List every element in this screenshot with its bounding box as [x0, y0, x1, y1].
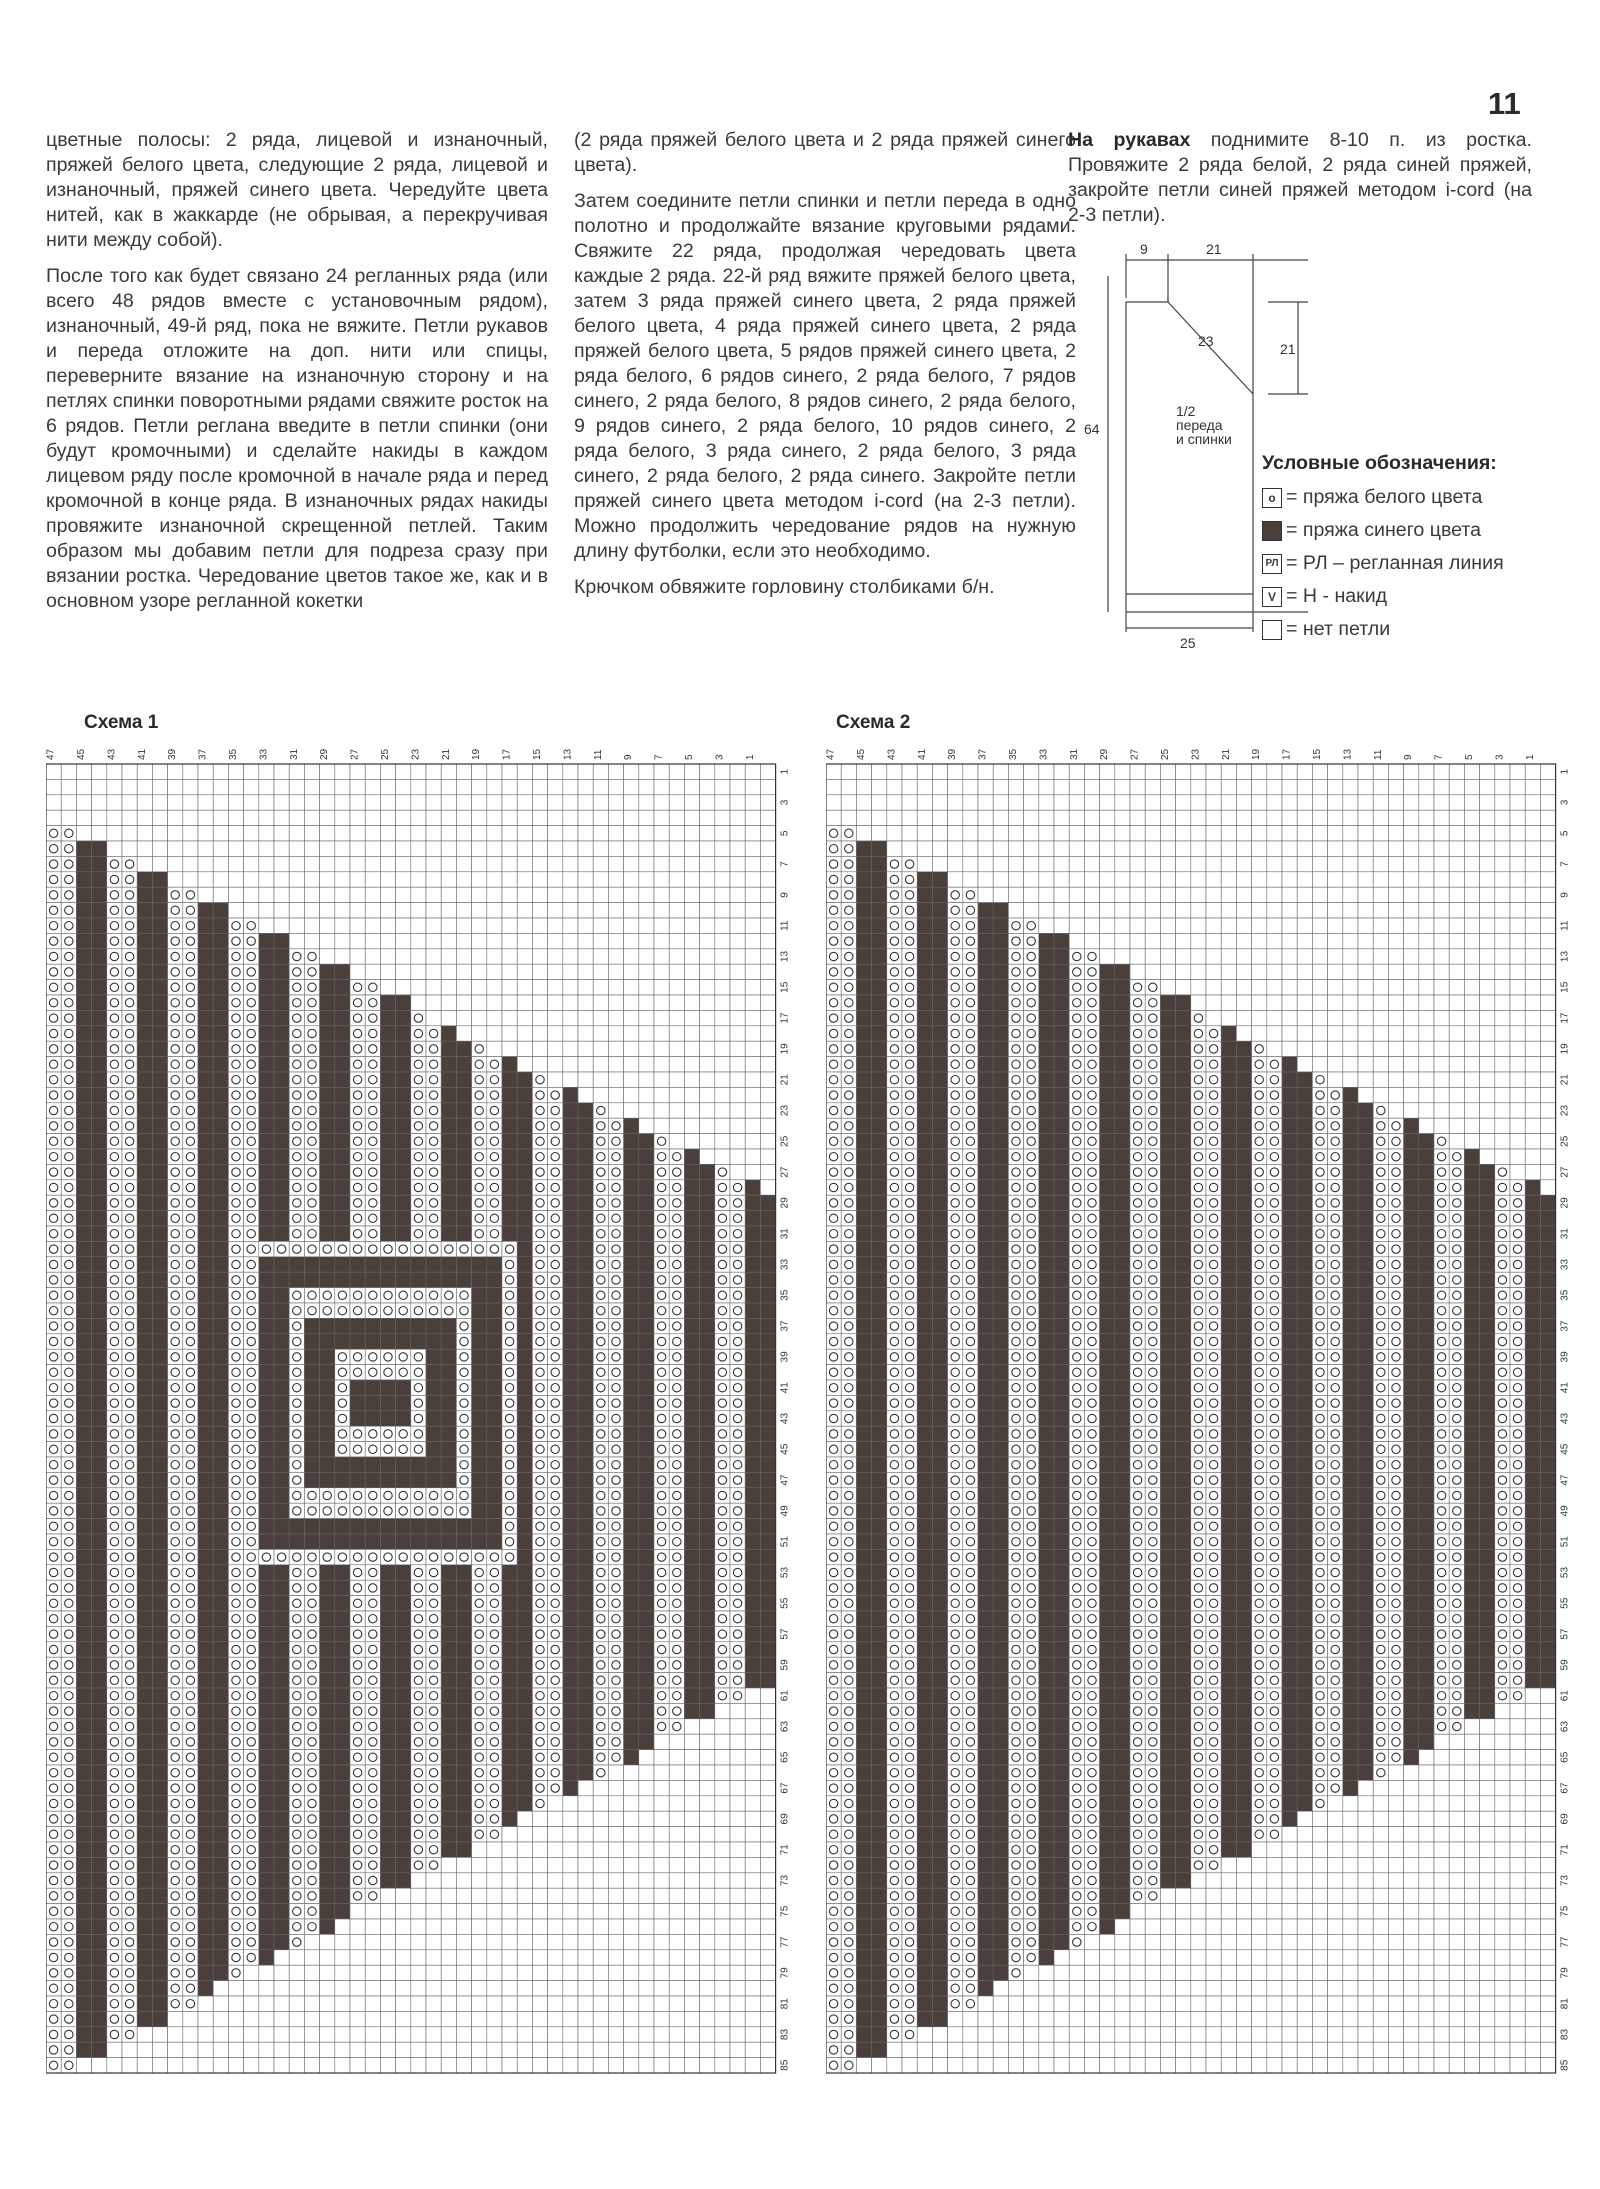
col-tick-label: 43 [886, 748, 898, 760]
row-tick-label: 33 [779, 1258, 791, 1271]
row-tick-label: 85 [779, 2059, 791, 2071]
col-tick-label: 15 [1312, 748, 1323, 760]
dim-label: 25 [1180, 635, 1196, 651]
page-number: 11 [1488, 86, 1521, 121]
row-tick-label: 15 [779, 981, 791, 993]
row-tick-label: 25 [1559, 1135, 1571, 1147]
grid-cells [46, 764, 776, 2073]
row-tick-label: 51 [1559, 1536, 1571, 1548]
sleeve-heading: На рукавах [1068, 129, 1191, 151]
legend-text: = Н - накид [1286, 585, 1388, 607]
col-tick-label: 21 [1220, 748, 1232, 760]
dim-label: 21 [1206, 241, 1222, 257]
row-tick-label: 53 [1559, 1566, 1571, 1579]
col-tick-label: 47 [826, 748, 837, 760]
row-tick-label: 9 [1559, 892, 1571, 898]
row-tick-label: 55 [779, 1597, 791, 1609]
col-tick-label: 45 [856, 748, 867, 760]
col-tick-label: 39 [167, 748, 179, 760]
row-tick-label: 59 [1559, 1659, 1571, 1671]
row-tick-label: 73 [1559, 1874, 1571, 1887]
schematic-label: переда [1176, 417, 1223, 433]
row-tick-label: 51 [779, 1536, 791, 1548]
row-tick-label: 65 [779, 1751, 791, 1763]
col-tick-label: 29 [319, 748, 331, 760]
dim-label: 23 [1198, 333, 1214, 349]
row-tick-label: 77 [779, 1936, 791, 1948]
row-tick-label: 27 [1559, 1166, 1571, 1178]
row-tick-label: 37 [779, 1320, 791, 1332]
col-tick-label: 9 [623, 754, 635, 760]
legend-text: = пряжа белого цвета [1286, 486, 1483, 508]
scheme-1-chart [46, 730, 826, 2170]
row-tick-label: 23 [779, 1104, 791, 1117]
row-tick-label: 59 [779, 1659, 791, 1671]
row-tick-label: 31 [779, 1228, 791, 1240]
scheme-2-title: Схема 2 [836, 712, 911, 733]
col-tick-label: 33 [258, 748, 270, 760]
paragraph: цветные полосы: 2 ряда, лицевой и изнаночный, пряжей белого цвета, следующие 2 ряда, лицевой и изнаночный, пряжей синего цвета. Чередуйте цвета нитей, как в жаккарде (не обрывая, а перекручивая нити между собой). [46, 129, 548, 251]
row-tick-label: 23 [1559, 1104, 1571, 1117]
row-tick-label: 65 [1559, 1751, 1571, 1763]
row-tick-label: 33 [1559, 1258, 1571, 1271]
row-tick-label: 15 [1559, 981, 1571, 993]
legend [1262, 452, 1504, 646]
row-tick-label: 79 [1559, 1967, 1571, 1979]
legend-item-yarnover [1262, 580, 1504, 613]
empty-square-icon [1262, 620, 1282, 640]
row-tick-label: 49 [1559, 1505, 1571, 1517]
row-tick-label: 43 [779, 1412, 791, 1425]
row-tick-label: 81 [1559, 1998, 1571, 2010]
col-tick-label: 45 [76, 748, 87, 760]
col-tick-label: 43 [106, 748, 118, 760]
row-tick-label: 9 [779, 892, 791, 898]
scheme-1-title: Схема 1 [84, 712, 159, 733]
row-tick-label: 37 [1559, 1320, 1571, 1332]
row-tick-label: 1 [1559, 768, 1571, 775]
legend-item-no-stitch [1262, 613, 1504, 646]
paragraph: (2 ряда пряжей белого цвета и 2 ряда пряжей синего цвета). [574, 129, 1076, 176]
legend-text: = пряжа синего цвета [1286, 519, 1482, 541]
row-tick-label: 57 [779, 1628, 791, 1640]
row-tick-label: 19 [779, 1043, 791, 1055]
yarnover-icon: V [1262, 587, 1282, 607]
row-tick-label: 83 [779, 2028, 791, 2041]
col-tick-label: 37 [197, 748, 209, 760]
col-tick-label: 41 [136, 748, 148, 760]
row-tick-label: 49 [779, 1505, 791, 1517]
row-tick-label: 75 [779, 1905, 791, 1917]
text-column-1 [46, 128, 548, 625]
row-tick-label: 71 [779, 1844, 791, 1856]
col-tick-label: 27 [349, 748, 361, 760]
row-tick-label: 71 [1559, 1844, 1571, 1856]
paragraph: Крючком обвяжите горловину столбиками б/н. [574, 576, 995, 598]
row-tick-label: 69 [779, 1813, 791, 1825]
row-tick-label: 45 [1559, 1443, 1571, 1455]
paragraph: После того как будет связано 24 регланных ряда (или всего 48 рядов вместе с установочным рядом), изнаночный, 49-й ряд, пока не вяжите. Петли рукавов и переда отложите на доп. нити или спицы, переверните вязание на изнаночную сторону и на петлях спинки поворотными рядами свяжите росток на 6 рядов. Петли реглана введите в петли спинки (они будут кромочными) и сделайте накиды в каждом лицевом ряду после кромочной в начале ряда и перед кромочной в конце ряда. В изнаночных рядах накиды провяжите изнаночной скрещенной петлей. Таким образом мы добавим петли для подреза сразу при вязании ростка. Чередование цветов такое же, как и в основном узоре регланной кокетки [46, 265, 548, 612]
row-tick-label: 39 [779, 1351, 791, 1363]
dark-square-icon [1262, 521, 1282, 541]
row-tick-label: 13 [779, 950, 791, 963]
col-tick-label: 11 [592, 749, 604, 760]
col-tick-label: 21 [440, 748, 452, 760]
legend-item-raglan [1262, 547, 1504, 580]
row-tick-label: 7 [1559, 861, 1571, 867]
white-loop-icon: o [1262, 488, 1282, 508]
row-tick-label: 61 [1559, 1690, 1571, 1702]
row-tick-label: 17 [1559, 1012, 1571, 1024]
scheme-2-chart [826, 730, 1600, 2170]
row-tick-label: 3 [779, 799, 791, 806]
row-tick-label: 41 [1559, 1382, 1571, 1394]
row-tick-label: 47 [779, 1474, 791, 1486]
col-tick-label: 47 [46, 748, 57, 760]
col-tick-label: 33 [1038, 748, 1050, 760]
row-tick-label: 85 [1559, 2059, 1571, 2071]
row-tick-label: 25 [779, 1135, 791, 1147]
col-tick-label: 39 [947, 748, 959, 760]
col-tick-label: 17 [501, 748, 513, 760]
col-tick-label: 13 [562, 748, 574, 760]
row-tick-label: 55 [1559, 1597, 1571, 1609]
col-tick-label: 11 [1372, 749, 1384, 760]
col-tick-label: 7 [1433, 754, 1445, 760]
row-tick-label: 5 [1559, 830, 1571, 837]
row-tick-label: 39 [1559, 1351, 1571, 1363]
row-tick-label: 45 [779, 1443, 791, 1455]
row-tick-label: 35 [1559, 1289, 1571, 1301]
col-tick-label: 17 [1281, 748, 1293, 760]
row-tick-label: 29 [1559, 1197, 1571, 1209]
row-tick-label: 63 [1559, 1720, 1571, 1733]
raglan-icon: РЛ [1262, 554, 1282, 574]
row-tick-label: 7 [779, 861, 791, 867]
row-tick-label: 35 [779, 1289, 791, 1301]
row-tick-label: 21 [1559, 1074, 1571, 1086]
col-tick-label: 9 [1403, 754, 1415, 760]
legend-text: = РЛ – регланная линия [1286, 552, 1504, 574]
dim-label: 64 [1084, 421, 1100, 437]
text-column-2 [574, 128, 1076, 611]
col-tick-label: 7 [653, 754, 665, 760]
row-tick-label: 11 [779, 920, 791, 931]
row-tick-label: 31 [1559, 1228, 1571, 1240]
row-tick-label: 5 [779, 830, 791, 837]
col-tick-label: 5 [1464, 754, 1475, 760]
col-tick-label: 5 [684, 754, 695, 760]
row-tick-label: 53 [779, 1566, 791, 1579]
row-tick-label: 17 [779, 1012, 791, 1024]
col-tick-label: 19 [471, 748, 483, 760]
legend-text: = нет петли [1286, 618, 1391, 640]
col-tick-label: 19 [1251, 748, 1263, 760]
legend-title: Условные обозначения: [1262, 452, 1497, 474]
row-tick-label: 63 [779, 1720, 791, 1733]
row-tick-label: 13 [1559, 950, 1571, 963]
col-tick-label: 23 [410, 748, 422, 760]
col-tick-label: 35 [228, 748, 239, 760]
text-column-3 [1068, 128, 1532, 228]
dim-label: 21 [1280, 341, 1296, 357]
col-tick-label: 25 [1160, 748, 1171, 760]
col-tick-label: 23 [1190, 748, 1202, 760]
row-tick-label: 77 [1559, 1936, 1571, 1948]
row-tick-label: 47 [1559, 1474, 1571, 1486]
row-tick-label: 43 [1559, 1412, 1571, 1425]
col-tick-label: 35 [1008, 748, 1019, 760]
schematic-label: и спинки [1176, 431, 1232, 447]
col-tick-label: 27 [1129, 748, 1141, 760]
legend-item-blue [1262, 514, 1504, 547]
col-tick-label: 15 [532, 748, 543, 760]
col-tick-label: 37 [977, 748, 989, 760]
row-tick-label: 3 [1559, 799, 1571, 806]
legend-item-white [1262, 481, 1504, 514]
row-tick-label: 73 [779, 1874, 791, 1887]
col-tick-label: 25 [380, 748, 391, 760]
col-tick-label: 29 [1099, 748, 1111, 760]
row-tick-label: 83 [1559, 2028, 1571, 2041]
col-tick-label: 3 [1494, 754, 1506, 760]
schematic-label: 1/2 [1176, 403, 1196, 419]
dim-label: 9 [1140, 241, 1148, 257]
row-tick-label: 67 [1559, 1782, 1571, 1794]
col-tick-label: 13 [1342, 748, 1354, 760]
row-tick-label: 41 [779, 1382, 791, 1394]
col-tick-label: 41 [916, 748, 928, 760]
row-tick-label: 21 [779, 1074, 791, 1086]
row-tick-label: 29 [779, 1197, 791, 1209]
row-tick-label: 11 [1559, 920, 1571, 931]
col-tick-label: 31 [288, 748, 300, 760]
row-tick-label: 61 [779, 1690, 791, 1702]
col-tick-label: 3 [714, 754, 726, 760]
col-tick-label: 31 [1068, 748, 1080, 760]
col-tick-label: 1 [744, 754, 756, 760]
row-tick-label: 27 [779, 1166, 791, 1178]
row-tick-label: 67 [779, 1782, 791, 1794]
grid-cells [826, 764, 1556, 2073]
row-tick-label: 1 [779, 768, 791, 775]
paragraph: Затем соедините петли спинки и петли переда в одно полотно и продолжайте вязание круговыми рядами. Свяжите 22 ряда, продолжая чередовать цвета каждые 2 ряда. 22-й ряд вяжите пряжей белого цвета, затем 3 ряда пряжей синего цвета, 2 ряда пряжей белого цвета, 4 ряда пряжей синего цвета, 2 ряда пряжей белого цвета, 5 рядов пряжей синего цвета, 2 ряда белого, 6 рядов синего, 2 ряда белого, 7 рядов синего, 2 ряда белого, 8 рядов синего, 2 ряда белого, 9 рядов синего, 2 ряда белого, 10 рядов синего, 2 ряда белого, 3 ряда синего, 2 ряда белого, 3 ряда синего, 2 ряда белого, 2 ряда синего. Закройте петли пряжей синего цвета методом i-cord (на 2-3 петли). Можно продолжить чередование рядов на нужную длину футболки, если это необходимо. [574, 190, 1076, 562]
col-tick-label: 1 [1524, 754, 1536, 760]
row-tick-label: 79 [779, 1967, 791, 1979]
row-tick-label: 75 [1559, 1905, 1571, 1917]
row-tick-label: 69 [1559, 1813, 1571, 1825]
sleeve-text: поднимите 8-10 п. из ростка. Провяжите 2 ряда белой, 2 ряда синей пряжей, закройте петли синей пряжей методом i-cord (на 2-3 петли). [1068, 129, 1532, 226]
row-tick-label: 19 [1559, 1043, 1571, 1055]
row-tick-label: 81 [779, 1998, 791, 2010]
row-tick-label: 57 [1559, 1628, 1571, 1640]
